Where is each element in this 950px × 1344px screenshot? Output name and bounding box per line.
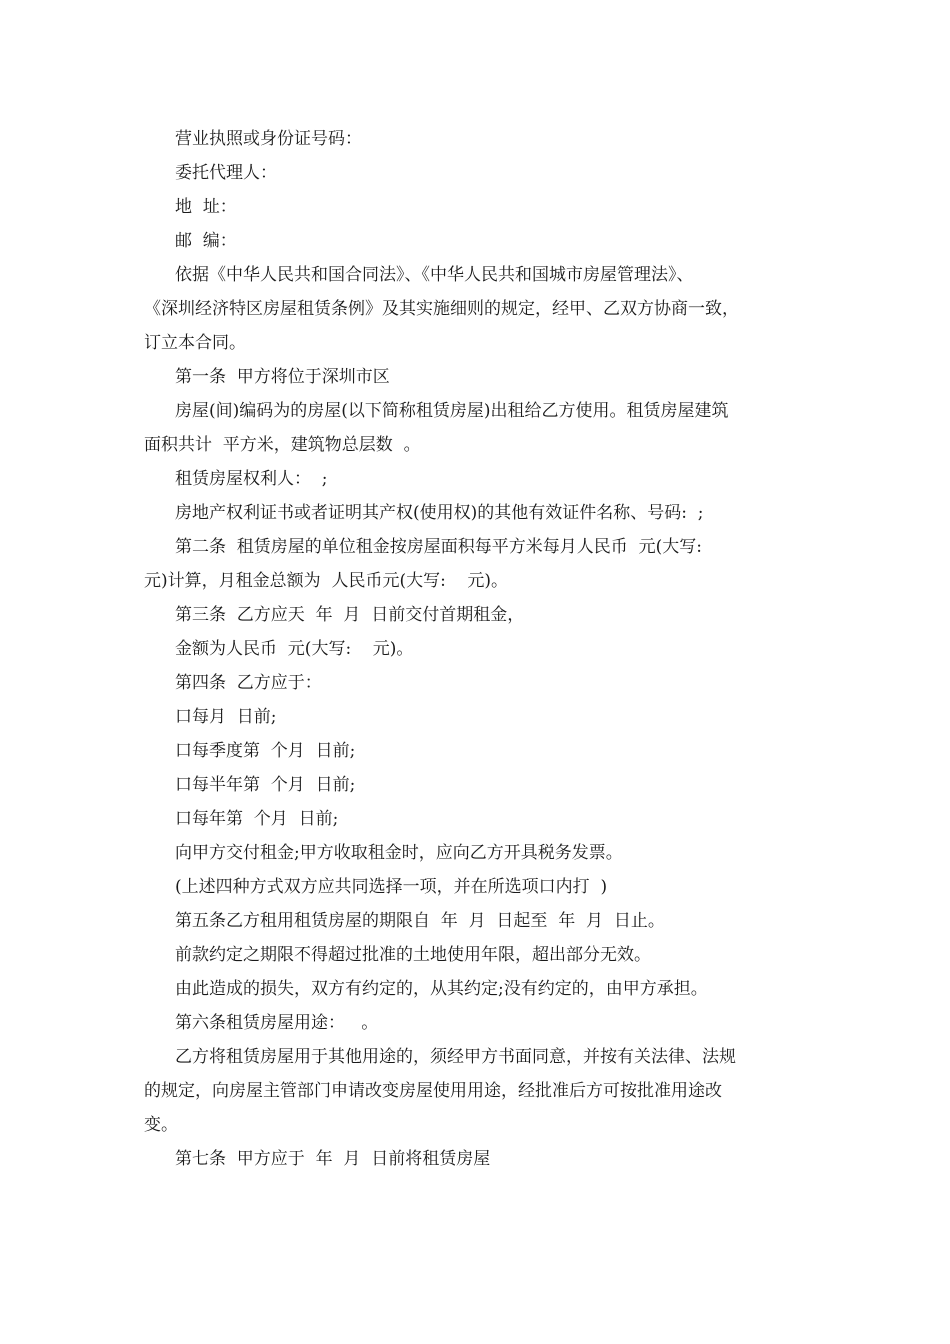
article-7-heading: 第七条 甲方应于 年 月 日前将租赁房屋 <box>175 1149 491 1169</box>
article-6-line-2: 的规定，向房屋主管部门申请改变房屋使用用途，经批准后方可按批准用途改 <box>144 1081 722 1101</box>
rights-holder-line: 租赁房屋权利人： ; <box>175 469 328 489</box>
article-6-line-1: 乙方将租赁房屋用于其他用途的，须经甲方书面同意，并按有关法律、法规 <box>175 1047 736 1067</box>
article-1-heading: 第一条 甲方将位于深圳市区 <box>175 367 390 387</box>
article-2-line-2: 元)计算，月租金总额为 人民币元(大写: 元)。 <box>144 571 509 591</box>
article-5-line-3: 由此造成的损失，双方有约定的，从其约定;没有约定的，由甲方承担。 <box>175 979 708 999</box>
agent-line: 委托代理人： <box>175 163 277 183</box>
id-number-line: 营业执照或身份证号码： <box>175 129 362 149</box>
article-4-heading: 第四条 乙方应于： <box>175 673 322 693</box>
address-line: 地 址： <box>175 197 237 217</box>
payment-invoice-line: 向甲方交付租金;甲方收取租金时，应向乙方开具税务发票。 <box>175 843 623 863</box>
preamble-line-2: 《深圳经济特区房屋租赁条例》及其实施细则的规定，经甲、乙双方协商一致， <box>144 299 739 319</box>
preamble-line-3: 订立本合同。 <box>144 333 246 353</box>
article-1-line-1: 房屋(间)编码为的房屋(以下简称租赁房屋)出租给乙方使用。租赁房屋建筑 <box>175 401 729 421</box>
option-monthly: 口每月 日前; <box>175 707 277 727</box>
postcode-line: 邮 编： <box>175 231 237 251</box>
article-6-line-3: 变。 <box>144 1115 178 1135</box>
article-3-line-2: 金额为人民币 元(大写: 元)。 <box>175 639 414 659</box>
preamble-line-1: 依据《中华人民共和国合同法》、《中华人民共和国城市房屋管理法》、 <box>175 265 694 285</box>
article-3-line-1: 第三条 乙方应天 年 月 日前交付首期租金， <box>175 605 525 625</box>
certificate-line: 房地产权利证书或者证明其产权(使用权)的其他有效证件名称、号码: ; <box>175 503 704 523</box>
contract-body <box>144 122 808 1176</box>
article-5-line-2: 前款约定之期限不得超过批准的土地使用年限，超出部分无效。 <box>175 945 651 965</box>
option-quarterly: 口每季度第 个月 日前; <box>175 741 356 761</box>
article-1-line-2: 面积共计 平方米，建筑物总层数 。 <box>144 435 421 455</box>
option-yearly: 口每年第 个月 日前; <box>175 809 339 829</box>
article-6-heading: 第六条租赁房屋用途： 。 <box>175 1013 379 1033</box>
selection-note-line: (上述四种方式双方应共同选择一项，并在所选项口内打 ) <box>175 877 608 897</box>
article-2-line-1: 第二条 租赁房屋的单位租金按房屋面积每平方米每月人民币 元(大写: <box>175 537 702 557</box>
article-5-line-1: 第五条乙方租用租赁房屋的期限自 年 月 日起至 年 月 日止。 <box>175 911 665 931</box>
option-half-yearly: 口每半年第 个月 日前; <box>175 775 356 795</box>
